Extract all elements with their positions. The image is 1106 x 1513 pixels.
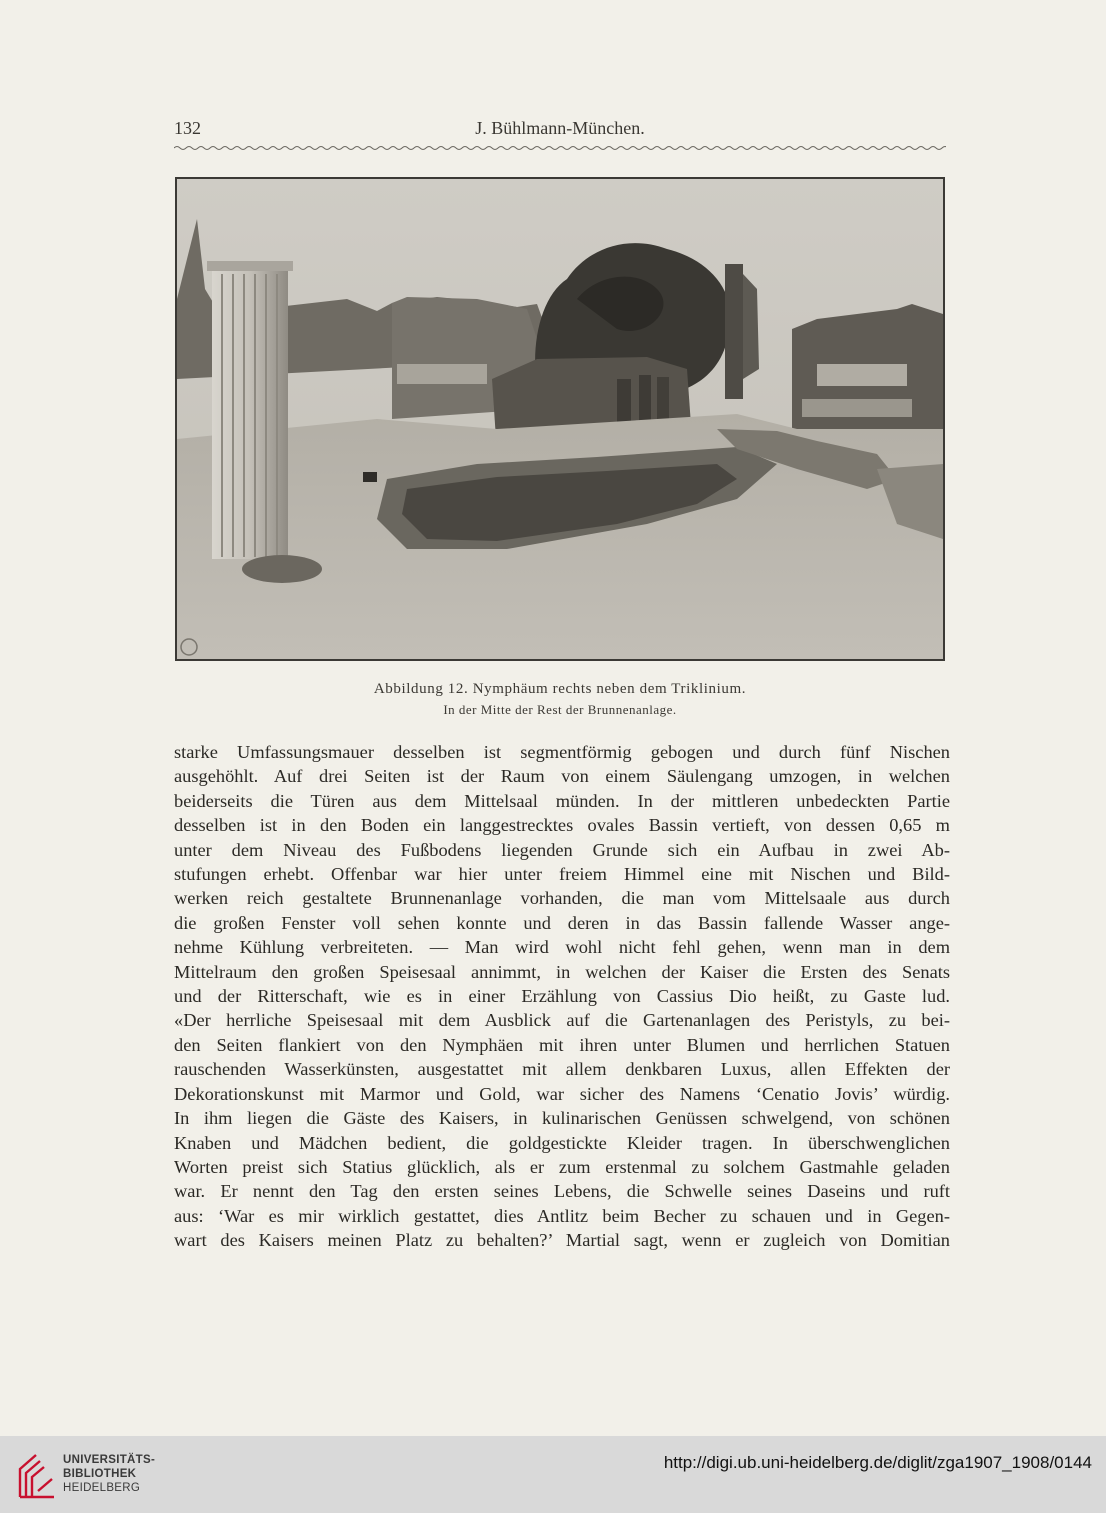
text-line: den Seiten flankiert von den Nymphäen mit ihren unter Blumen und herrlichen Statuen: [174, 1034, 950, 1055]
permalink-url[interactable]: http://digi.ub.uni-heidelberg.de/diglit/zga1907_1908/0144: [663, 1453, 1092, 1472]
text-line: und der Ritterschaft, wie es in einer Erzählung von Cassius Dio heißt, zu Gaste lud.: [174, 986, 950, 1007]
text-line: unter dem Niveau des Fußbodens liegenden Grunde sich ein Aufbau in zwei Ab-: [174, 839, 950, 860]
decorative-wavy-rule: [174, 144, 946, 152]
text-line: nehme Kühlung verbreiteten. — Man wird wohl nicht fehl gehen, wenn man in dem: [174, 937, 950, 958]
caption-line-2: In der Mitte der Rest der Brunnenanlage.: [443, 702, 677, 717]
text-line: rauschenden Wasserkünsten, ausgestattet mit allem denkbaren Luxus, allen Effekten der: [174, 1059, 950, 1080]
text-line: war. Er nennt den Tag den ersten seines Lebens, die Schwelle seines Daseins und ruft: [174, 1181, 950, 1202]
text-line: starke Umfassungsmauer desselben ist segmentförmig gebogen und durch fünf Nischen: [174, 742, 950, 762]
text-line: Mittelraum den großen Speisesaal annimmt, in welchen der Kaiser die Ersten des Senats: [174, 961, 950, 982]
logo-line-1: UNIVERSITÄTS-: [63, 1454, 156, 1466]
photo-illustration: [177, 179, 943, 659]
ruins-photograph: [175, 177, 945, 661]
header-title: J. Bühlmann-München.: [475, 118, 645, 138]
figure-caption: [174, 681, 946, 718]
text-line: Worten preist sich Statius glücklich, als er zum erstenmal zu solchem Gastmahle geladen: [174, 1156, 950, 1177]
text-line: ausgehöhlt. Auf drei Seiten ist der Raum von einem Säulengang umzogen, in welchen: [174, 766, 950, 787]
text-line: stufungen erhebt. Offenbar war hier unter freiem Himmel eine mit Nischen und Bild-: [174, 864, 950, 885]
viewer-footer: [0, 1436, 1106, 1513]
text-line: beiderseits die Türen aus dem Mittelsaal münden. In der mittleren unbedeckten Partie: [174, 790, 950, 811]
library-logo-icon: [14, 1451, 58, 1501]
body-text: [174, 740, 950, 1253]
logo-line-2: BIBLIOTHEK: [63, 1468, 137, 1480]
text-line: desselben ist in den Boden ein langgestrecktes ovales Bassin vertieft, von dessen 0,65 m: [174, 815, 950, 836]
text-line: wart des Kaisers meinen Platz zu behalten?’ Martial sagt, wenn er zugleich von Domitian: [174, 1230, 950, 1251]
text-line: werken reich gestaltete Brunnenanlage vorhanden, die man vom Mittelsaale aus durch: [174, 888, 950, 909]
text-line: die großen Fenster voll sehen konnte und deren in das Bassin fallende Wasser ange-: [174, 912, 950, 933]
logo-line-3: HEIDELBERG: [63, 1482, 141, 1494]
text-line: Knaben und Mädchen bedient, die goldgestickte Kleider tragen. In überschwenglichen: [174, 1132, 950, 1153]
text-line: aus: ‘War es mir wirklich gestattet, dies Antlitz beim Becher zu schauen und in Gegen-: [174, 1205, 950, 1226]
running-head: [174, 118, 946, 142]
caption-line-1: Abbildung 12. Nymphäum rechts neben dem Triklinium.: [373, 681, 747, 697]
page-number: 132: [174, 118, 201, 138]
library-name: [63, 1453, 155, 1495]
text-line: «Der herrliche Speisesaal mit dem Ausblick auf die Gartenanlagen des Peristyls, zu bei-: [174, 1010, 950, 1031]
text-line: In ihm liegen die Gäste des Kaisers, in kulinarischen Genüssen schwelgend, von schönen: [174, 1108, 950, 1129]
text-line: Dekorationskunst mit Marmor und Gold, war sicher des Namens ‘Cenatio Jovis’ würdig.: [174, 1083, 950, 1104]
